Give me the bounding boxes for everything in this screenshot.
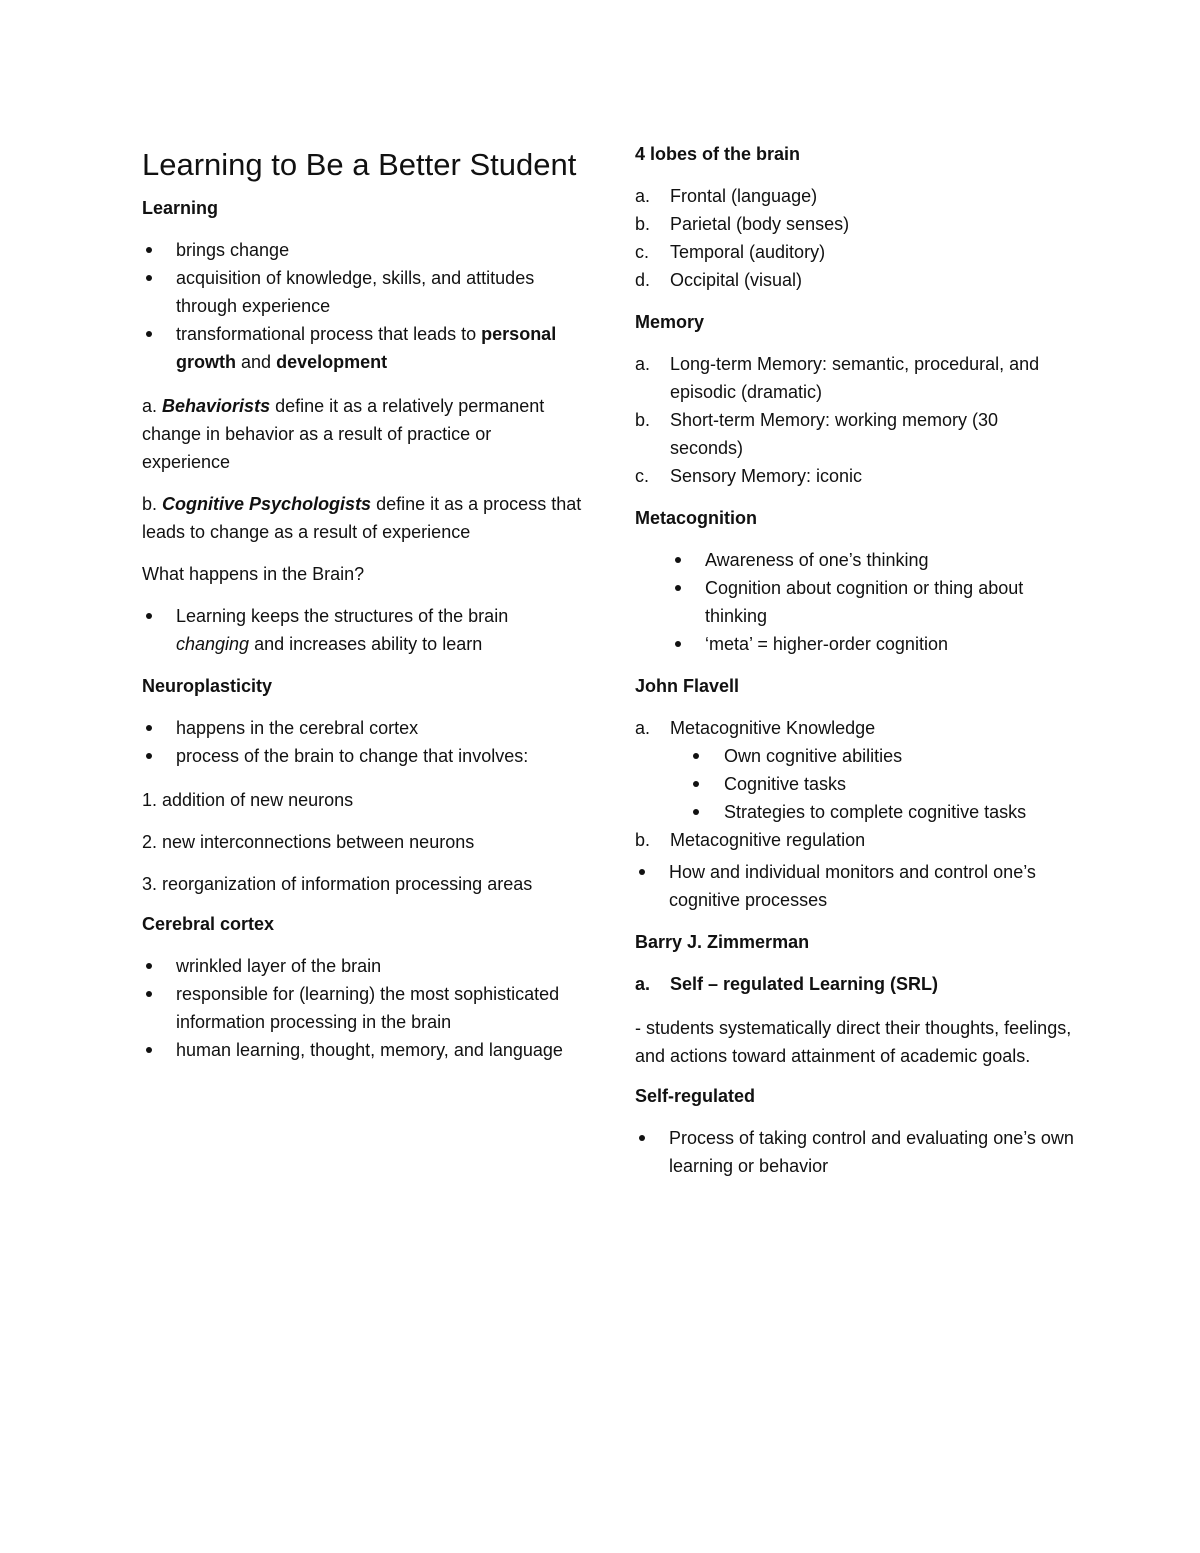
page-title: Learning to Be a Better Student	[142, 147, 577, 182]
flavell-heading: John Flavell	[635, 676, 740, 696]
list-item: b. Short-term Memory: working memory (30 seconds)	[635, 410, 999, 458]
term-behaviorists: Behaviorists	[162, 396, 271, 416]
zimmerman-heading: Barry J. Zimmerman	[635, 932, 810, 952]
bold-term: development	[276, 352, 388, 372]
term-cognitive-psychologists: Cognitive Psychologists	[162, 494, 372, 514]
flavell-list	[635, 714, 1075, 854]
bold-term: personal growth	[176, 324, 557, 372]
metacognition-list	[635, 546, 1075, 658]
flavell-regulation-list	[635, 858, 1075, 914]
list-item: Own cognitive abilities	[635, 742, 1075, 770]
list-item: wrinkled layer of the brain	[142, 952, 582, 980]
numbered-item: 1. addition of new neurons	[142, 790, 354, 810]
list-item: a. Self – regulated Learning (SRL)	[635, 974, 939, 994]
list-item: brings change	[142, 236, 582, 264]
list-item: Cognitive tasks	[635, 770, 1075, 798]
memory-heading: Memory	[635, 312, 705, 332]
self-regulated-heading: Self-regulated	[635, 1086, 756, 1106]
list-item: acquisition of knowledge, skills, and attitudes through experience	[142, 264, 582, 320]
brain-question: What happens in the Brain?	[142, 564, 365, 584]
list-item: Awareness of one’s thinking	[635, 546, 1075, 574]
lobes-list	[635, 182, 1075, 294]
list-item: How and individual monitors and control one’s cognitive processes	[635, 858, 1075, 914]
numbered-item: 2. new interconnections between neurons	[142, 832, 475, 852]
list-item: c. Sensory Memory: iconic	[635, 466, 863, 486]
cortex-heading: Cerebral cortex	[142, 914, 275, 934]
right-column	[635, 142, 1075, 1196]
neuroplasticity-list	[142, 714, 582, 770]
list-item: Cognition about cognition or thing about thinking	[635, 574, 1075, 630]
numbered-item: 3. reorganization of information processing areas	[142, 874, 533, 894]
srl-description: - students systematically direct their thoughts, feelings, and actions toward attainment of academic goals.	[635, 1018, 1072, 1066]
list-item: Learning keeps the structures of the brain changing and increases ability to learn	[142, 602, 582, 658]
cortex-list	[142, 952, 582, 1064]
brain-list	[142, 602, 582, 658]
list-item: human learning, thought, memory, and language	[142, 1036, 582, 1064]
list-item: b. Metacognitive regulation	[635, 830, 866, 850]
list-item: c. Temporal (auditory)	[635, 242, 826, 262]
list-item: a. Metacognitive Knowledge Own cognitive abilities Cognitive tasks Strategies to complete cognitive tasks	[635, 714, 1075, 826]
zimmerman-list	[635, 970, 1075, 998]
list-item: happens in the cerebral cortex	[142, 714, 582, 742]
definition-cognitive: b. Cognitive Psychologists define it as a process that leads to change as a result of experience	[142, 494, 582, 542]
neuroplasticity-heading: Neuroplasticity	[142, 676, 273, 696]
list-item: Strategies to complete cognitive tasks	[635, 798, 1075, 826]
left-column	[142, 142, 582, 1080]
list-item: d. Occipital (visual)	[635, 270, 803, 290]
list-item: process of the brain to change that involves:	[142, 742, 582, 770]
flavell-sublist	[635, 742, 1075, 826]
list-item: responsible for (learning) the most sophisticated information processing in the brain	[142, 980, 582, 1036]
self-regulated-list	[635, 1124, 1075, 1180]
memory-list	[635, 350, 1075, 490]
metacognition-heading: Metacognition	[635, 508, 757, 528]
list-item: a. Long-term Memory: semantic, procedural, and episodic (dramatic)	[635, 354, 1040, 402]
list-item: b. Parietal (body senses)	[635, 214, 850, 234]
lobes-heading: 4 lobes of the brain	[635, 144, 801, 164]
list-item: a. Frontal (language)	[635, 186, 818, 206]
list-item: ‘meta’ = higher-order cognition	[635, 630, 1075, 658]
list-item: Process of taking control and evaluating one’s own learning or behavior	[635, 1124, 1075, 1180]
learning-list	[142, 236, 582, 376]
list-item: transformational process that leads to personal growth and development	[142, 320, 582, 376]
learning-heading: Learning	[142, 198, 219, 218]
definition-behaviorists: a. Behaviorists define it as a relatively permanent change in behavior as a result of practice or experience	[142, 396, 545, 472]
